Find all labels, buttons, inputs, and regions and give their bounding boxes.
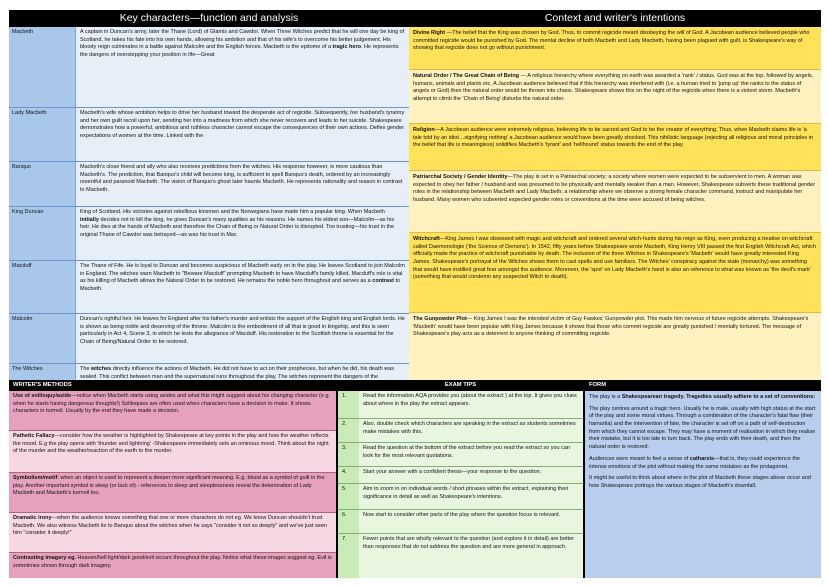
character-row <box>9 162 409 207</box>
context-title: Context and writer's intentions <box>409 10 821 27</box>
form-paragraph: Audiences were meant to feel a sense of catharsis—that is, they could experience the intense emotions of the plot without making the same mistakes as the protagonist. <box>589 455 800 470</box>
context-row: Divine Right —The belief that the King was chosen by God. Thus, to commit regicide meant disobeying the will of God. A Jacobean audience believed people who committed regicide would be punished by God. The mental decline of both Macbeth and Lady Macbeth, having been plagued with guilt, is Shakespeare's way of showing that regicide does not go without punishment. <box>409 27 821 70</box>
character-description: A captain in Duncan's army, later the Thane (Lord) of Glamis and Cawdor. When Three Witches predict that he will one day be king of Scotland, he takes his fate into his own hands, allowing his ambition and that of his wife's to overcome his better judgement. His bloody reign culminates in a battle against Malcolm and the English forces. Macbeth is the epitome of a tragic hero. He represents the dangers of overstepping your position in life—Great <box>76 27 409 107</box>
character-row <box>9 27 409 108</box>
character-name: The Witches <box>9 364 76 400</box>
character-row <box>9 207 409 261</box>
character-row <box>9 108 409 162</box>
bottom-section <box>9 380 821 578</box>
exam-tips-panel <box>338 380 583 578</box>
character-description: The witches directly influence the actions of Macbeth. He did not have to act on their prophecies, but when he did, his death was sealed. This conflict between man and the supernatural runs throughout the play. The witches represent the dangers of the <box>76 364 409 400</box>
form-paragraph: The play is a Shakespearean tragedy. Tragedies usually adhere to a set of conventions: <box>589 394 816 400</box>
key-characters-panel <box>9 10 409 380</box>
character-description: Macbeth's close friend and ally who also receives predictions from the witches. His response however, is more cautious than Macbeth's. The prediction, that Banquo's child will become king, is sufficient to spell Banquo's death, ordered by an increasingly resentful and paranoid Macbeth. The vision of Banquo's ghost later haunts Macbeth. He represents rationality and reason in contrast to Macbeth. <box>76 162 409 206</box>
tip-row: 7. Fewer points that are wholly relevant to the question (and explore it in detail) are better than responses that do not address the question and are more general in approach. <box>338 534 583 578</box>
tip-row: 6. Now start to consider other parts of the play where the question focus is relevant. <box>338 510 583 534</box>
tip-row: 5. Aim to zoom in on individual words / short phrases within the extract, explaining their significance in detail as well as Shakespeare's intentions. <box>338 484 583 510</box>
context-row: Witchcraft—King James I was obsessed with magic and witchcraft and ordered several witch-hunts during his reign as King, even producing a treatise on witchcraft called Daemonologie ('the Science of Demons'). In 1542, fifty years before Shakespeare wrote Macbeth, King Henry VIII passed the first English Witchcraft Act, which officially made the practice of witchcraft punishable by death. The inclusion of the three Witches in Shakespeare's 'Macbeth' would have greatly interested King James. Shakespeare's portrayal of the Witches shows them to cast spells and use familiars. The Witches' conspiracy against the state (monarchy) was something that would have instilled great fear amongst the audience. Moreover, the 'spot' on Lady Macbeth's hand is also an reference to what was known as 'the devil's mark' (something that would condemn any suspected Witch to death). <box>409 233 821 313</box>
tip-row: 3. Read the question at the bottom of the extract before you read the extract so you can look for the most relevant quotations. <box>338 443 583 467</box>
character-name: Macbeth <box>9 27 76 107</box>
tip-row: 1. Read the information AQA provides you (about the extract ) at the top. It gives you clues about where in the play the extract appears. <box>338 391 583 419</box>
character-description: Duncan's rightful heir. He leaves for England after his father's murder and enlists the support of the English king and English lords. He is shown as being noble and deserving of the throne. Malcolm is the embodiment of all that is good in kingship, and this is seen particularly in Act 4, Scene 3, in which he tests the allegiance of Macduff. His restoration to the Scottish throne is essential for the Chain of Being/Natural Order to be restored. <box>76 314 409 363</box>
writers-methods-panel <box>9 380 336 578</box>
form-panel <box>585 380 821 578</box>
context-row: Patriarchal Society / Gender Identity—The play is set in a Patriarchal society; a society where women were expected to be subservient to men. A woman was expected to obey her father / husband and was presumed to be physically and mentally weaker than a man. However, Shakespeare subverts these traditional gender roles in the relationship between Macbeth and Lady Macbeth; a relationship where we observe a strong female character command, instruct and manipulate her husband. Many women who subverted expected gender roles or conventions at the time were accused of being witches. <box>409 171 821 233</box>
character-row <box>9 314 409 364</box>
character-description: The Thane of Fife. He is loyal to Duncan and becomes suspicious of Macbeth early on in the play. He leaves Scotland to join Malcolm in England. The witches warn Macbeth to "Beware Macduff" prompting Macbeth to have Macduff's family killed. Macduff's role is vital as his killing of Macbeth allows the Natural Order to be restored. He remains the noble hero throughout and serves as a contrast to Macbeth. <box>76 261 409 313</box>
method-row: Use of soliloquy/aside—notice when Macbeth starts using asides and what this might suggest about his changing character (e.g when he starts having dangerous thoughts!) Soliloquies are often used when characters have a decision to make. It shows characters in turmoil. Usually by the end they have made a decision. <box>9 391 336 431</box>
character-name: Lady Macbeth <box>9 108 76 161</box>
character-name: Macduff <box>9 261 76 313</box>
key-characters-title: Key characters—function and analysis <box>9 10 409 27</box>
form-title: FORM <box>585 380 821 391</box>
context-row: Religion—A Jacobean audience were extremely religious, believing life to be sacred and God to be the creator of everything. Thus, when Macbeth claims life is 'a tale told by an idiot…signifying nothing' a Jacobean audience would have been greatly shocked. This nihilistic language (rejecting all religious and moral principles in the belief that life is meaningless) solidifies Macbeth's 'tyrant' and 'hellhound' status towards the end of the play. <box>409 124 821 171</box>
writers-methods-title: WRITER'S METHODS <box>9 380 336 391</box>
exam-tips-title: EXAM TIPS <box>338 380 583 391</box>
tip-row: 2. Also, double check which characters are speaking in the extract as students sometimes make mistakes with this. <box>338 419 583 443</box>
method-row: Contrasting imagery eg. Heaven/hell light/dark good/evil occurs throughout the play. Notice what these images suggest eg. Evil is sometimes shown through dark imagery. <box>9 553 336 578</box>
character-name: Malcolm <box>9 314 76 363</box>
context-row: The Gunpowder Plot— King James I was the intended victim of Guy Fawkes' Gunpowder plot. This made him nervous of future regicide attempts. Shakespeare's 'Macbeth' would have been popular with King James because it shows that those who commit regicide are greatly punished / mentally tortured. The message of Shakespeare's play acts as a deterrent to anyone thinking of committing regicide. <box>409 313 821 380</box>
character-name: King Duncan <box>9 207 76 260</box>
method-row: Pathetic Fallacy—consider how the weather is highlighted by Shakespeare at key points in the play and how the weather reflects the mood. E.g the play opens with 'thunder and lightning' -Shakespeare immediately sets an ominous mood. Think about the night of the murder and the weather/reaction of the earth to the murder. <box>9 431 336 473</box>
character-name: Banquo <box>9 162 76 206</box>
character-description: Macbeth's wife whose ambition helps to drive her husband toward the desperate act of regicide. Subsequently, her husband's tyranny and her own guilt recoil upon her, sending her into a madness from which she never recovers and leads to her suicide. Shakespeare demonstrates how a powerful, ambitious and ruthless character cannot escape the consequences of their own actions. Defies gender expectations of women at the time. Linked with the <box>76 108 409 161</box>
method-row: Symbolism/motif: when an object is used to represent a deeper more significant meaning. E.g. blood as a symbol of guilt in the play. Another important symbol is sleep (or lack of) - references to sleep and sleeplessness reveal the deterioration of Lady Macbeth and Macbeth's turmoil too. <box>9 473 336 513</box>
form-paragraph: It might be useful to think about where in the plot of Macbeth these stages above occur and how Shakespeare portrays the various stages of Macbeth's downfall. <box>589 475 811 489</box>
context-row: Natural Order / The Great Chain of Being — A religious hierarchy where everything on earth was awarded a 'rank' / status. God was at the top, followed by angels, humans, animals and plants etc. A Jacobean audience believed that if this hierarchy was interfered with (i.e. a human tried to 'jump up' the ranks to the status of angels or God) then the natural order would be thrown into chaos. Shakespeare shows this on the night of the regicide when there is a violent storm. Macbeth's attempt to climb the 'Chain of Being' disturbs the natural order. <box>409 70 821 124</box>
character-description: King of Scotland. His victories against rebellious kinsmen and the Norwegians have made him a popular king. When Macbeth initially decides not to kill the king, he gives Duncan's many qualities as his reasons. He names his eldest son—Malcolm—as his heir. He dies at the hands of Macbeth and therefore the Chain of Being or Natural Order is disrupted. Too trusting—his trust in the original Thane of Cawdor was betrayed—as was his trust in Mac <box>76 207 409 260</box>
form-body <box>585 391 821 578</box>
method-row: Dramatic irony—when the audience knows something that one or more characters do not eg. We know Duncan shouldn't trust Macbeth. We also witness Macbeth lie to Banquo about the witches when he says "consider it not so deeply" and we've just seen him "consider it deeply!" <box>9 513 336 553</box>
context-panel <box>409 10 821 380</box>
character-row <box>9 261 409 314</box>
form-paragraph: The play centres around a tragic hero. Usually he is male, usually with high status at the start of the play and some moral virtues. Through a combination of the character's fatal flaw (their hamartia) and the intervention of fate, the character is set off on a path of self-destruction from which they cannot escape. They may have a moment of realisation in which they realise their mistake, but it is too late to turn back. The play ends with their death, and then the natural order is restored. <box>589 405 816 451</box>
tip-row: 4. Start your answer with a confident thesis—your response to the question. <box>338 467 583 484</box>
